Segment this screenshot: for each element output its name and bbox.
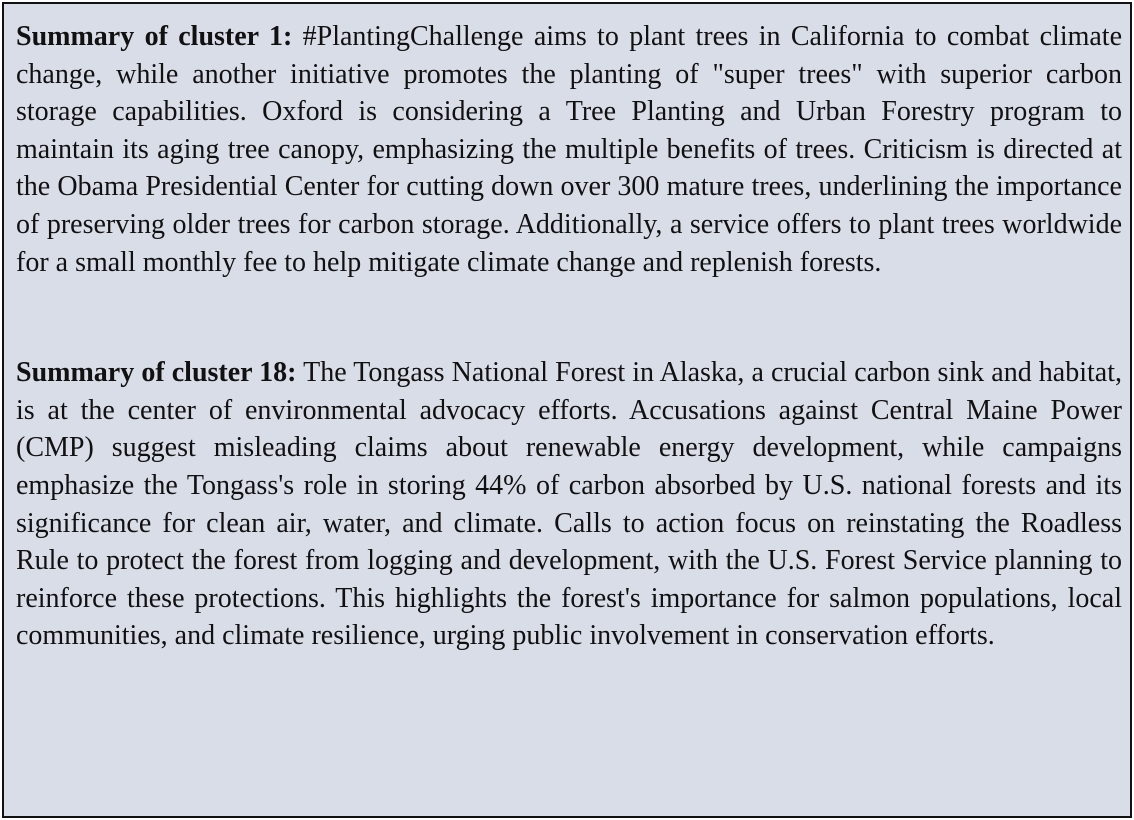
cluster-1-text: #PlantingChallenge aims to plant trees in California to combat climate change, while another initiative promotes the planting of "super trees" with superior carbon storage capabilities. Oxford is considering a Tree Planting and Urban Forestry program to maintain its aging tree canopy, emphasizing the multiple benefits of trees. Criticism is directed at the Obama Presidential Center for cutting down over 300 mature trees, underlining the importance of preserving older trees for carbon storage. Additionally, a service offers to plant trees worldwide for a small monthly fee to help mitigate climate change and replenish forests. [16, 21, 1123, 278]
cluster-1-summary [16, 18, 1122, 281]
cluster-18-heading: Summary of cluster 18: [16, 357, 297, 389]
cluster-18-text: The Tongass National Forest in Alaska, a crucial carbon sink and habitat, is at the center of environmental advocacy efforts. Accusations against Central Maine Power (CMP) suggest misleading claims about renewable energy development, while campaigns emphasize the Tongass's role in storing 44% of carbon absorbed by U.S. national forests and its significance for clean air, water, and climate. Calls to action focus on reinstating the Roadless Rule to protect the forest from logging and development, with the U.S. Forest Service planning to reinforce these protections. This highlights the forest's importance for salmon populations, local communities, and climate resilience, urging public involvement in conservation efforts. [16, 357, 1122, 652]
summary-box [2, 2, 1132, 818]
cluster-1-heading: Summary of cluster 1: [16, 21, 293, 52]
cluster-18-summary [16, 354, 1122, 655]
